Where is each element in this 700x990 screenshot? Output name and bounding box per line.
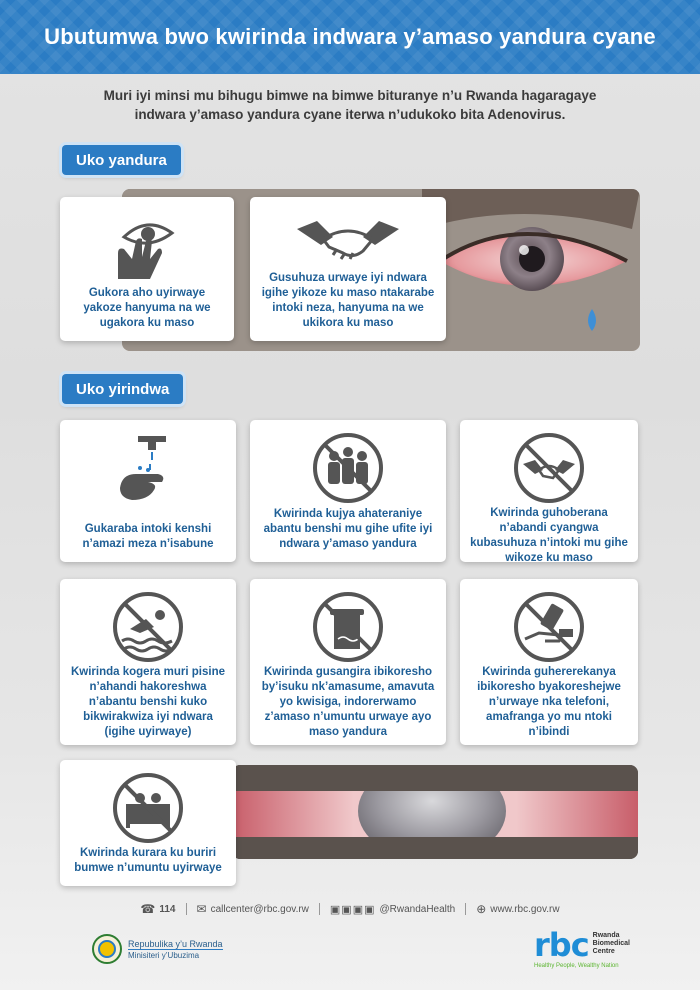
social-handle: @RwandaHealth xyxy=(379,903,456,915)
page-title: Ubutumwa bwo kwirinda indwara y’amaso yandura cyane xyxy=(44,24,656,49)
prevent-card-phone-money xyxy=(460,579,638,745)
prevent-card-phone-money-text: Kwirinda guhererekanya ibikoresho byakoreshejwe n’urwaye nka telefoni, amafranga yo mu ntoki n’ibindi xyxy=(477,666,621,738)
phone-number: 114 xyxy=(159,903,176,915)
no-towel-sharing-icon xyxy=(310,589,386,665)
hand-touching-eye-icon xyxy=(102,207,192,283)
spread-card-touch-text: Gukora aho uyirwaye yakoze hanyuma na we ugakora ku maso xyxy=(83,287,211,329)
ministry-line-2: Minisiteri y’Ubuzima xyxy=(128,949,223,960)
email-address: callcenter@rbc.gov.rw xyxy=(210,903,309,915)
prevent-card-swimming-text: Kwirinda kogera muri pisine n’ahandi hakoreshwa n’abantu benshi kuko bikwirakwiza iyi ndwara (igihe uyirwaye) xyxy=(70,666,225,738)
spread-card-handshake-text: Gusuhuza urwaye iyi ndwara igihe yikoze ku maso ntakarabe intoki neza, hanyuma na we ukikora ku maso xyxy=(261,272,435,329)
rbc-logo-text: rbc xyxy=(534,926,589,964)
rbc-name-3: Centre xyxy=(592,948,615,955)
prevent-card-towel-text: Kwirinda gusangira ibikoresho by’isuku nk’amasume, amavuta yo kwisiga, indorerwamo z’amaso n’umuntu urwaye ayo maso yandura xyxy=(261,666,435,738)
intro-line-2: indwara y’amaso yandura cyane iterwa n’udukoko bita Adenovirus. xyxy=(134,107,566,122)
section-label-prevent: Uko yirindwa xyxy=(62,374,183,404)
rbc-name-2: Biomedical xyxy=(592,940,631,947)
social-media-icons: ▣▣▣▣ xyxy=(329,903,376,916)
phone-icon: ☎ xyxy=(140,902,156,916)
website-url: www.rbc.gov.rw xyxy=(490,903,560,915)
divider xyxy=(319,903,320,915)
rbc-tagline: Healthy People, Wealthy Nation xyxy=(534,963,619,969)
prevent-card-no-handshake xyxy=(460,420,638,562)
no-handshake-icon xyxy=(511,430,587,506)
rwanda-seal-icon xyxy=(92,934,122,964)
social-contact[interactable] xyxy=(330,903,455,916)
prevent-card-bed-text: Kwirinda kurara ku buriri bumwe n’umuntu uyirwaye xyxy=(74,847,222,874)
divider xyxy=(465,903,466,915)
contact-bar xyxy=(0,895,700,923)
ministry-of-health-logo xyxy=(92,934,223,964)
intro-line-1: Muri iyi minsi mu bihugu bimwe na bimwe bituranye n’u Rwanda hagaragaye xyxy=(103,88,597,103)
prevent-card-towel xyxy=(250,579,446,745)
ministry-line-1: Repubulika y’u Rwanda xyxy=(128,938,223,949)
handshake-icon xyxy=(293,207,403,271)
prevent-card-handwash-text: Gukaraba intoki kenshi n’amazi meza n’isabune xyxy=(82,523,214,550)
prevent-card-bed xyxy=(60,760,236,886)
email-icon: ✉ xyxy=(196,902,207,916)
website-contact[interactable] xyxy=(476,902,559,916)
rbc-logo xyxy=(534,928,654,978)
no-phone-money-sharing-icon xyxy=(511,589,587,665)
no-crowd-icon xyxy=(310,430,386,506)
divider xyxy=(186,903,187,915)
prevent-card-no-handshake-text: Kwirinda guhoberana n’abandi cyangwa kubasuhuza n’intoki mu gihe wikoze ku maso xyxy=(470,507,628,564)
phone-contact[interactable] xyxy=(140,902,175,916)
prevent-card-handwash xyxy=(60,420,236,562)
intro-text xyxy=(70,86,630,124)
handwashing-icon xyxy=(108,430,188,506)
header-banner xyxy=(0,0,700,74)
no-swimming-icon xyxy=(110,589,186,665)
rbc-name-1: Rwanda xyxy=(592,932,620,939)
no-bed-sharing-icon xyxy=(110,770,186,846)
email-contact[interactable] xyxy=(197,902,309,916)
prevent-card-swimming xyxy=(60,579,236,745)
prevent-card-crowd xyxy=(250,420,446,562)
spread-card-handshake xyxy=(250,197,446,341)
spread-card-touch xyxy=(60,197,234,341)
section-label-spread: Uko yandura xyxy=(62,145,181,175)
red-eye-image-bottom xyxy=(232,765,638,859)
globe-icon: ⊕ xyxy=(476,902,487,916)
prevent-card-crowd-text: Kwirinda kujya ahateraniye abantu benshi mu gihe ufite iyi ndwara y’amaso yandura xyxy=(263,508,433,550)
red-eye-illustration-bottom xyxy=(232,765,638,859)
footer xyxy=(0,926,700,990)
